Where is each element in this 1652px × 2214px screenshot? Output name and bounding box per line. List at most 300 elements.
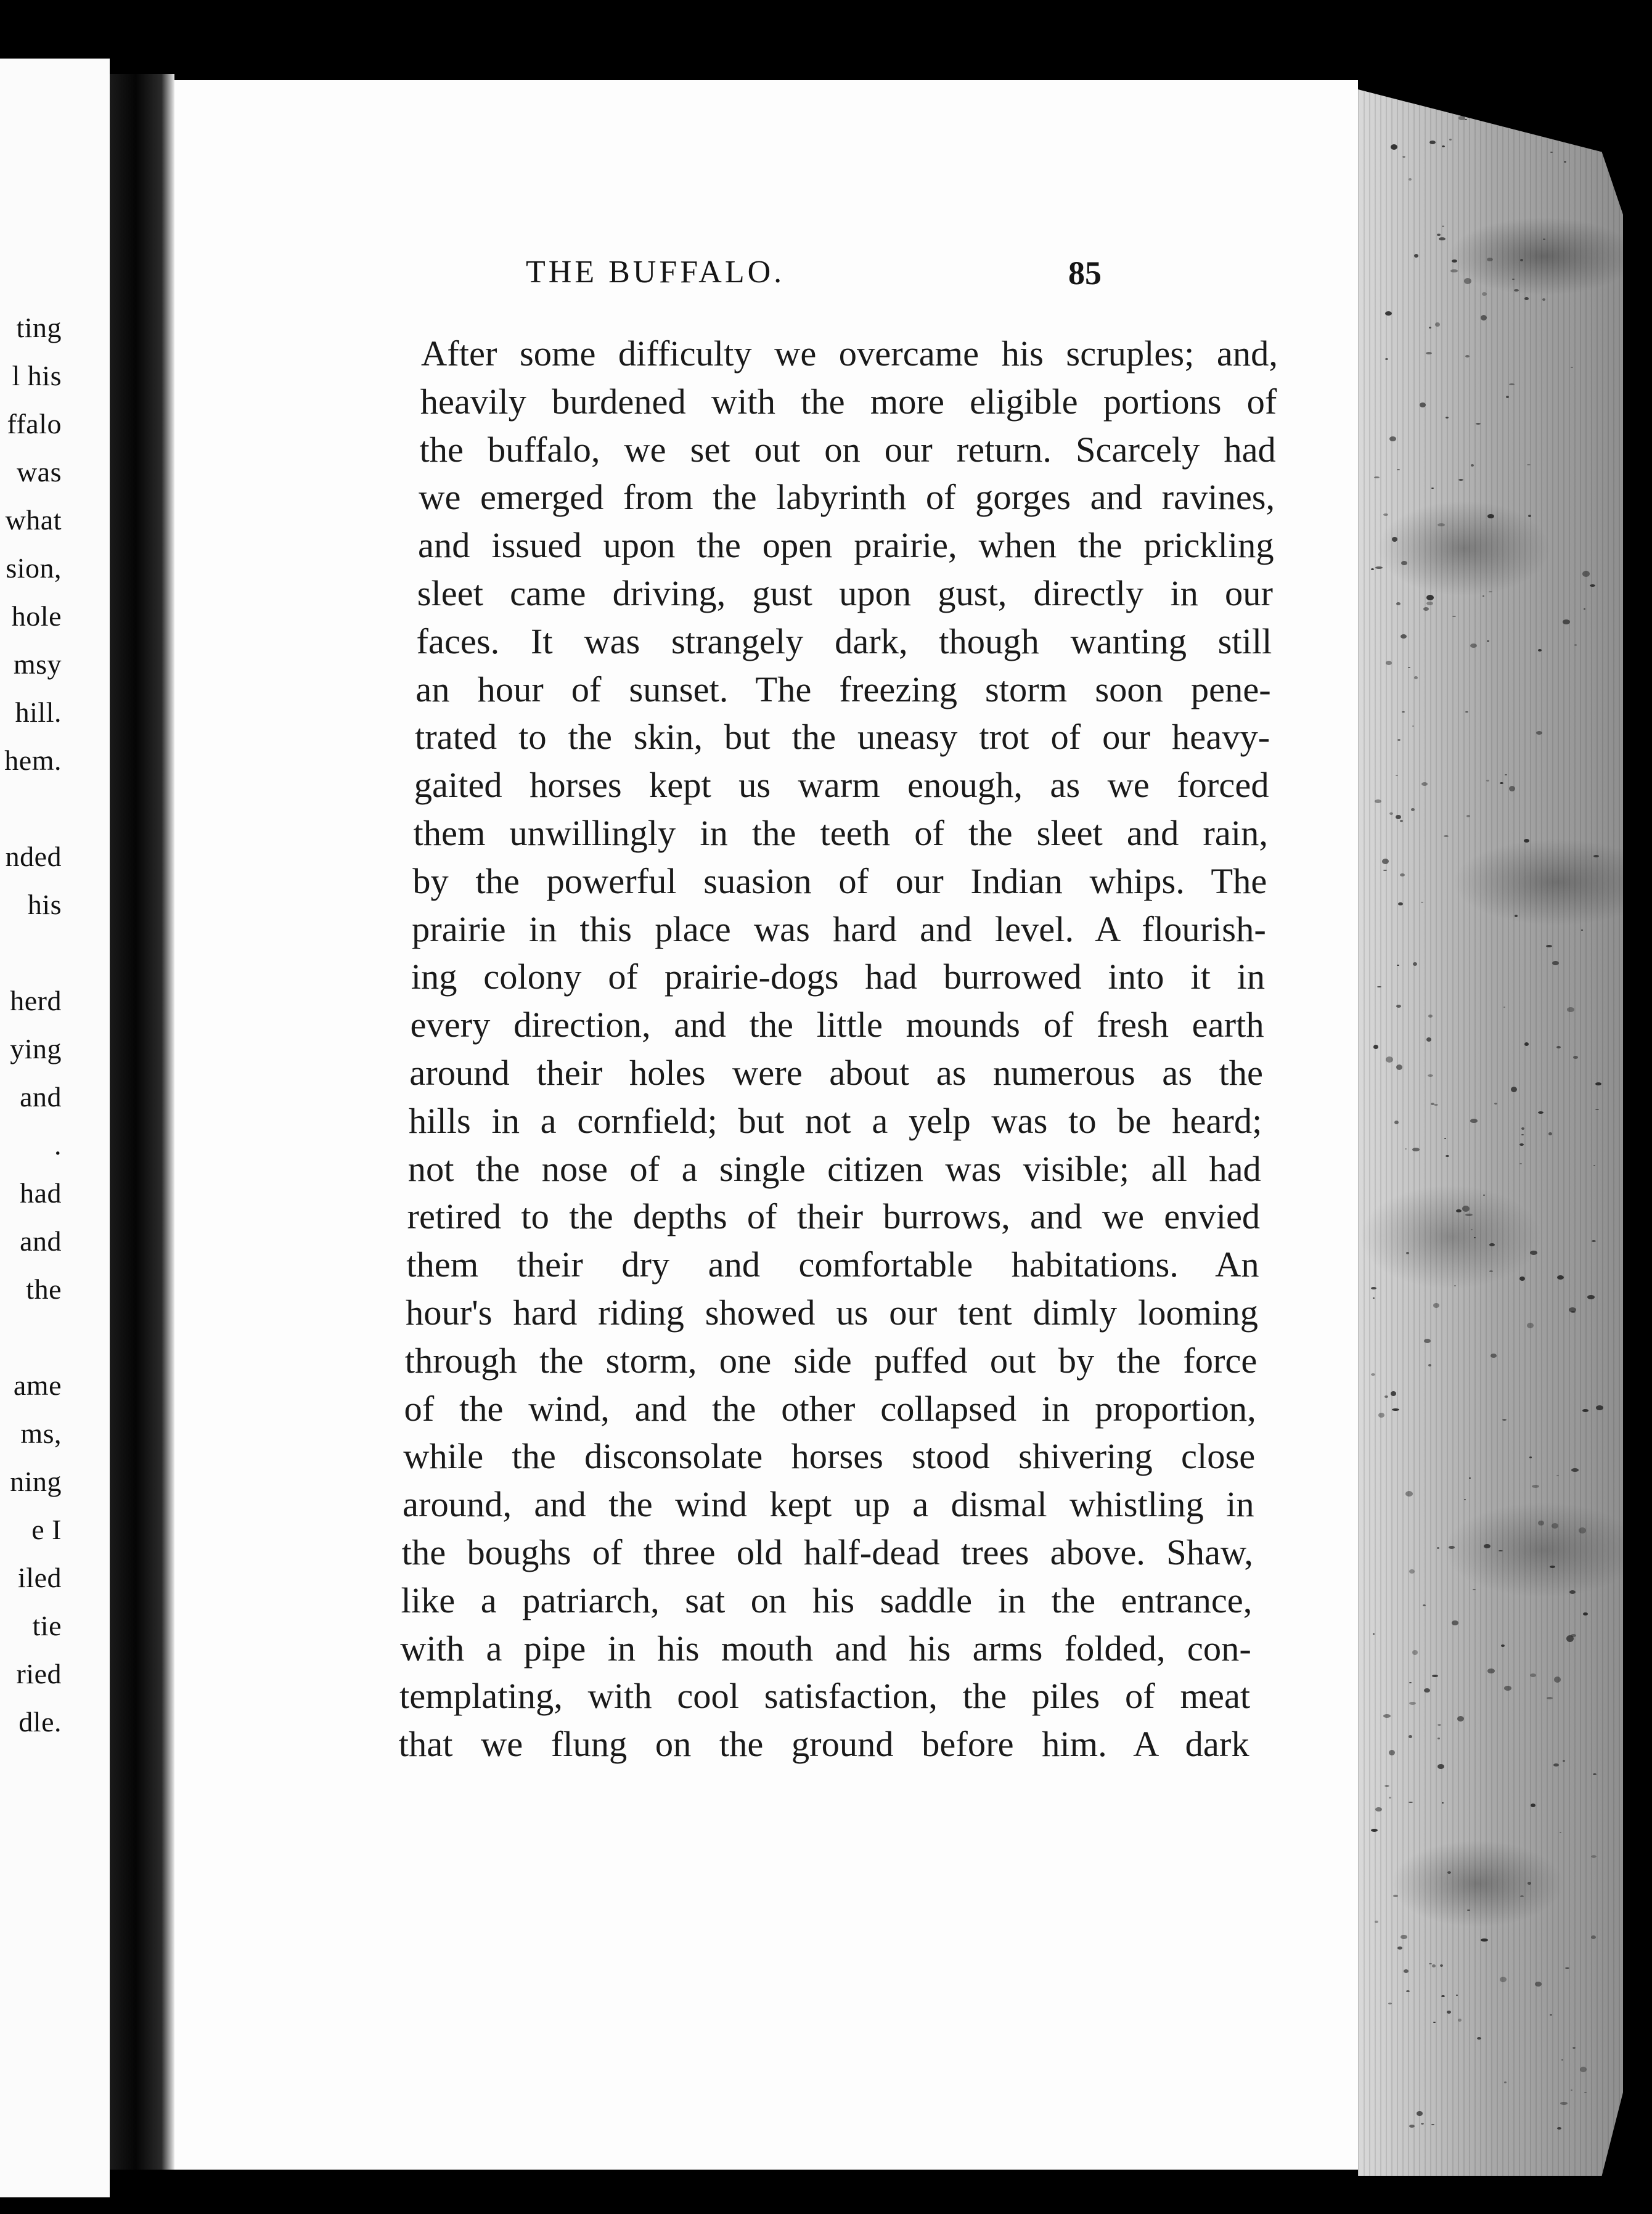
running-head [174,254,1358,303]
text-line: faces. It was strangely dark, though wanting still [416,621,1272,661]
edge-speck [1560,1832,1561,1833]
text-line: by the powerful suasion of our Indian whips. The [412,860,1267,901]
edge-speck [1409,1682,1412,1683]
facing-text-fragment: e I [31,1514,62,1545]
edge-speck [1454,1285,1456,1286]
facing-text-fragment: and [20,1081,62,1113]
text-line: like a patriarch, sat on his saddle in the entrance, [401,1580,1253,1620]
facing-text-fragment: ms, [20,1418,62,1449]
edge-speck [1552,1523,1558,1529]
text-line: every direction, and the little mounds of fresh earth [410,1005,1264,1045]
text-line: After some difficulty we overcame his scruples; and, [421,333,1278,374]
edge-speck [1560,2102,1568,2105]
edge-speck [1465,711,1468,713]
edge-speck [1371,1829,1378,1832]
edge-speck [1489,1270,1493,1272]
edge-speck [1524,839,1529,843]
edge-speck [1466,815,1470,817]
edge-speck [1401,634,1407,639]
facing-text-fragment: what [5,504,62,536]
edge-speck [1449,139,1452,141]
edge-speck [1424,1339,1431,1343]
edge-speck [1474,1237,1476,1238]
edge-speck [1439,237,1446,240]
edge-speck [1524,297,1529,300]
edge-speck [1582,571,1590,577]
edge-speck [1391,1391,1396,1396]
facing-text-fragment: l his [12,360,62,391]
facing-text-fragment: had [20,1177,62,1209]
edge-speck [1437,1764,1444,1769]
edge-speck [1489,1243,1495,1246]
edge-speck [1593,1165,1595,1166]
edge-speck [1519,1143,1524,1146]
edge-speck [1503,1007,1505,1008]
edge-speck [1442,145,1445,147]
facing-text-fragment: his [27,889,62,920]
edge-speck [1400,873,1405,876]
edge-speck [1536,731,1542,735]
edge-speck [1409,1735,1412,1738]
edge-speck [1553,1763,1559,1767]
edge-speck [1374,476,1380,478]
edge-speck [1396,1005,1401,1008]
facing-text-fragment: ying [10,1033,62,1064]
edge-speck [1373,1633,1375,1635]
edge-speck [1542,298,1545,301]
edge-speck [1595,1109,1599,1110]
edge-speck [1421,782,1428,786]
edge-speck [1393,1895,1398,1897]
text-line: sleet came driving, gust upon gust, directly in our [417,573,1273,613]
text-line: them their dry and comfortable habitations. An [406,1244,1259,1285]
text-line: that we flung on the ground before him. A dark [398,1724,1249,1765]
text-line: gaited horses kept us warm enough, as we forced [414,765,1269,806]
edge-speck [1406,1252,1409,1254]
edge-speck [1409,1569,1415,1574]
edge-speck [1428,1074,1433,1077]
edge-speck [1388,2003,1392,2004]
edge-speck [1557,1275,1564,1280]
edge-speck [1590,584,1595,587]
text-line: ing colony of prairie-dogs had burrowed into it in [411,957,1266,997]
edge-speck [1400,820,1403,822]
edge-speck [1373,1297,1375,1299]
edge-speck [1591,1935,1596,1939]
edge-speck [1421,2123,1424,2125]
edge-speck [1431,1103,1434,1105]
edge-speck [1417,2111,1423,2116]
edge-speck [1458,479,1463,481]
edge-speck [1396,775,1398,776]
edge-speck [1433,1303,1439,1308]
edge-speck [1471,1229,1473,1230]
edge-speck [1509,383,1515,385]
edge-speck [1384,1395,1388,1398]
edge-speck [1557,2127,1561,2130]
edge-speck [1556,1046,1561,1048]
text-line: templating, with cool satisfaction, the piles of meat [399,1676,1251,1717]
edge-speck [1531,1803,1535,1807]
edge-speck [1431,488,1434,489]
edge-speck [1484,1544,1490,1548]
edge-speck [1431,2124,1434,2125]
edge-speck [1396,815,1401,819]
edge-speck [1524,1042,1529,1046]
edge-speck [1571,1634,1576,1637]
edge-speck [1481,1938,1488,1942]
edge-speck [1405,1148,1407,1150]
edge-speck [1397,739,1401,741]
edge-speck [1371,1287,1376,1289]
edge-speck [1520,259,1523,261]
edge-speck [1486,780,1489,782]
edge-speck [1456,1209,1462,1212]
edge-speck [1581,929,1583,931]
edge-speck [1391,144,1397,150]
edge-speck [1514,289,1519,292]
edge-speck [1373,1045,1378,1049]
edge-speck [1505,774,1507,775]
edge-speck [1521,1127,1524,1130]
edge-speck [1487,1669,1495,1673]
edge-speck [1569,1590,1576,1594]
edge-speck [1527,1882,1531,1885]
edge-speck [1593,1773,1597,1775]
edge-speck [1452,259,1457,263]
edge-speck [1477,2037,1481,2040]
edge-speck [1571,1468,1579,1472]
edge-speck [1413,962,1417,966]
facing-text-fragment: ame [13,1370,62,1401]
edge-speck [1389,1797,1391,1799]
edge-speck [1548,1132,1552,1135]
edge-speck [1550,1566,1555,1568]
edge-speck [1446,1155,1449,1157]
edge-speck [1449,1546,1455,1549]
facing-text-fragment: ning [10,1466,62,1497]
edge-speck [1409,1802,1413,1803]
facing-text-fragment: iled [18,1562,62,1593]
edge-speck [1564,161,1566,163]
edge-speck [1482,595,1484,597]
text-line: heavily burdened with the more eligible portions of [420,381,1277,422]
edge-speck [1404,1969,1409,1973]
edge-speck [1565,1967,1569,1969]
edge-speck [1509,786,1515,791]
edge-speck [1447,2011,1451,2014]
edge-speck [1402,711,1405,713]
edge-speck [1582,1409,1589,1412]
edge-speck [1435,322,1440,327]
edge-speck [1592,1240,1596,1242]
edge-speck [1412,1148,1420,1151]
edge-speck [1389,1750,1395,1755]
edge-speck [1487,640,1489,642]
edge-speck [1528,515,1531,517]
facing-text-fragment: hem. [4,745,62,776]
edge-speck [1375,1807,1382,1812]
facing-text-fragment: herd [10,985,62,1016]
edge-speck [1402,156,1405,158]
edge-speck [1481,315,1487,321]
edge-speck [1428,1364,1431,1366]
facing-text-fragment: was [16,456,62,488]
edge-speck [1423,607,1429,611]
edge-speck [1464,1499,1466,1500]
edge-speck [1579,1527,1586,1534]
edge-speck [1426,352,1432,354]
edge-speck [1437,523,1445,526]
edge-speck [1470,643,1477,648]
edge-speck [1432,1675,1438,1677]
text-line: an hour of sunset. The freezing storm soon pene- [415,669,1271,709]
edge-speck [1571,2089,1572,2091]
edge-speck [1596,1405,1603,1410]
edge-speck [1396,1064,1402,1070]
edge-speck [1452,1620,1458,1625]
text-line: prairie in this place was hard and level. A flourish- [412,909,1266,949]
edge-speck [1397,469,1400,470]
text-line: through the storm, one side puffed out by the force [404,1340,1257,1381]
edge-speck [1591,1855,1597,1858]
edge-speck [1392,1408,1399,1411]
edge-speck [1529,1456,1532,1458]
edge-speck [1502,1419,1507,1421]
facing-text-fragment: the [26,1273,62,1305]
edge-speck [1489,591,1492,592]
edge-speck [1519,1163,1522,1164]
edge-speck [1378,1413,1384,1418]
facing-text-fragment: nded [5,841,62,872]
edge-speck [1490,1354,1497,1358]
edge-speck [1473,1589,1476,1590]
edge-speck [1499,1550,1503,1551]
edge-speck [1397,965,1399,966]
facing-text-fragment: hole [11,600,62,632]
edge-speck [1371,1373,1375,1376]
edge-speck [1408,667,1410,668]
edge-speck [1412,1650,1418,1655]
edge-speck [1389,436,1396,441]
edge-speck [1465,119,1467,120]
edge-speck [1371,568,1374,570]
text-line: trated to the skin, but the uneasy trot of our heavy- [415,717,1270,758]
edge-speck [1511,1087,1517,1092]
edge-speck [1437,1738,1440,1739]
edge-speck [1409,178,1412,181]
edge-speck [1414,676,1418,679]
edge-speck [1442,1802,1444,1803]
edge-speck [1467,1910,1470,1911]
facing-text-fragment: msy [13,648,62,680]
edge-speck [1515,915,1518,917]
edge-speck [1414,254,1418,258]
edge-speck [1487,258,1493,261]
edge-speck [1424,1688,1430,1693]
edge-speck [1420,402,1426,407]
text-line: hills in a cornfield; but not a yelp was to be heard; [409,1100,1262,1141]
edge-speck [1547,1697,1553,1699]
edge-speck [1423,1604,1426,1606]
text-line: not the nose of a single citizen was visible; all had [407,1148,1261,1189]
edge-speck [1571,367,1573,368]
edge-speck [1538,1521,1544,1526]
facing-text-fragment: ting [16,312,62,343]
edge-speck [1385,311,1392,316]
edge-speck [1470,1119,1478,1123]
facing-text-fragment: and [20,1225,62,1257]
edge-speck [1584,2092,1587,2093]
edge-speck [1434,1104,1438,1106]
edge-speck [1574,644,1577,646]
edge-speck [1550,152,1553,153]
text-line: while the disconsolate horses stood shivering close [403,1436,1256,1477]
edge-speck [1457,1716,1464,1722]
text-line: retired to the depths of their burrows, and we envied [407,1196,1261,1237]
edge-speck [1429,141,1436,144]
edge-speck [1426,602,1433,605]
edge-speck [1377,986,1381,987]
edge-speck [1595,1082,1601,1085]
edge-speck [1397,1946,1402,1950]
edge-speck [1447,1871,1451,1874]
facing-text-fragment: dle. [18,1706,62,1738]
page-fore-edge [1358,89,1623,2176]
edge-speck [1543,239,1545,240]
facing-text-fragment: . [54,1129,62,1161]
text-line: around their holes were about as numerous as the [409,1053,1263,1093]
edge-speck [1465,1214,1473,1216]
edge-speck [1521,1134,1524,1135]
edge-speck [1383,1714,1391,1718]
edge-speck [1450,269,1458,272]
edge-speck [1538,649,1542,652]
edge-speck [1569,1307,1576,1312]
edge-speck [1375,1921,1378,1923]
edge-speck [1383,513,1388,516]
edge-speck [1519,1277,1525,1281]
edge-speck [1471,464,1474,467]
edge-speck [1406,1990,1410,1992]
edge-speck [1426,1037,1431,1042]
edge-speck [1392,537,1397,542]
running-title: THE BUFFALO. [526,255,785,290]
edge-speck [1572,2047,1576,2049]
edge-speck [1411,808,1415,811]
text-line: of the wind, and the other collapsed in proportion, [404,1388,1256,1429]
edge-speck [1426,595,1434,600]
edge-speck [1386,661,1392,665]
edge-speck [1469,1477,1471,1479]
edge-speck [1383,870,1387,871]
edge-speck [1401,561,1407,565]
edge-speck [1487,514,1494,518]
edge-speck [1412,725,1414,727]
edge-speck [1444,1138,1446,1139]
edge-speck [1458,2019,1462,2022]
edge-speck [1429,327,1431,329]
edge-speck [1382,859,1389,864]
edge-speck [1409,2125,1415,2128]
edge-speck [1437,234,1441,236]
edge-speck [1444,835,1449,837]
edge-speck [1476,423,1481,425]
edge-speck [1494,1103,1497,1105]
edge-speck [1527,464,1531,465]
edge-speck [1563,619,1570,624]
edge-speck [1446,417,1449,419]
text-line: around, and the wind kept up a dismal whistling in [403,1484,1254,1525]
edge-speck [1530,1673,1536,1677]
edge-speck [1384,1785,1389,1787]
edge-speck [1550,2014,1552,2016]
text-line: the buffalo, we set out on our return. Scarcely had [419,429,1276,470]
edge-speck [1428,1015,1433,1018]
edge-speck [1500,782,1503,784]
book-page [174,80,1358,2170]
edge-speck [1520,1895,1524,1897]
edge-speck [1506,396,1509,398]
edge-speck [1546,945,1552,947]
facing-text-fragment: tie [32,1610,62,1641]
edge-speck [1456,1995,1458,1996]
edge-speck [1556,1475,1559,1476]
edge-speck [1401,1935,1407,1939]
edge-speck [1421,902,1423,903]
edge-speck [1512,279,1515,280]
edge-speck [1504,1686,1511,1691]
edge-speck [1535,1982,1542,1987]
facing-text-fragment: hill. [15,696,62,728]
edge-speck [1429,1963,1432,1964]
edge-speck [1465,355,1470,357]
text-line: the boughs of three old half-dead trees above. Shaw, [401,1532,1253,1572]
facing-text-fragment: ried [16,1658,62,1689]
edge-speck [1593,855,1599,857]
edge-speck [1554,1677,1561,1683]
edge-speck [1583,1612,1588,1616]
edge-speck [1389,812,1393,815]
text-line: we emerged from the labyrinth of gorges and ravines, [419,477,1275,518]
edge-speck [1396,602,1401,605]
edge-speck [1587,1295,1595,1299]
book-gutter [110,74,174,2170]
page-number: 85 [1068,255,1102,292]
edge-speck [1437,1724,1441,1726]
edge-speck [1409,1702,1416,1705]
text-line: with a pipe in his mouth and his arms folded, con- [400,1628,1251,1669]
edge-speck [1563,1760,1565,1762]
facing-page-fragment [0,59,110,2197]
edge-speck [1501,1644,1505,1647]
facing-text-fragment: ffalo [7,408,62,439]
edge-speck [1567,1007,1574,1012]
text-line: hour's hard riding showed us our tent dimly looming [406,1293,1258,1333]
edge-speck [1532,1485,1539,1488]
edge-speck [1452,616,1456,617]
edge-speck [1464,278,1471,284]
edge-speck [1500,1977,1507,1982]
edge-speck [1552,961,1559,965]
edge-speck [1394,1121,1399,1124]
edge-speck [1527,1323,1534,1328]
edge-speck [1482,292,1487,296]
edge-speck [1441,1995,1445,1997]
edge-speck [1398,902,1403,905]
edge-speck [1385,358,1388,360]
edge-speck [1375,566,1383,569]
